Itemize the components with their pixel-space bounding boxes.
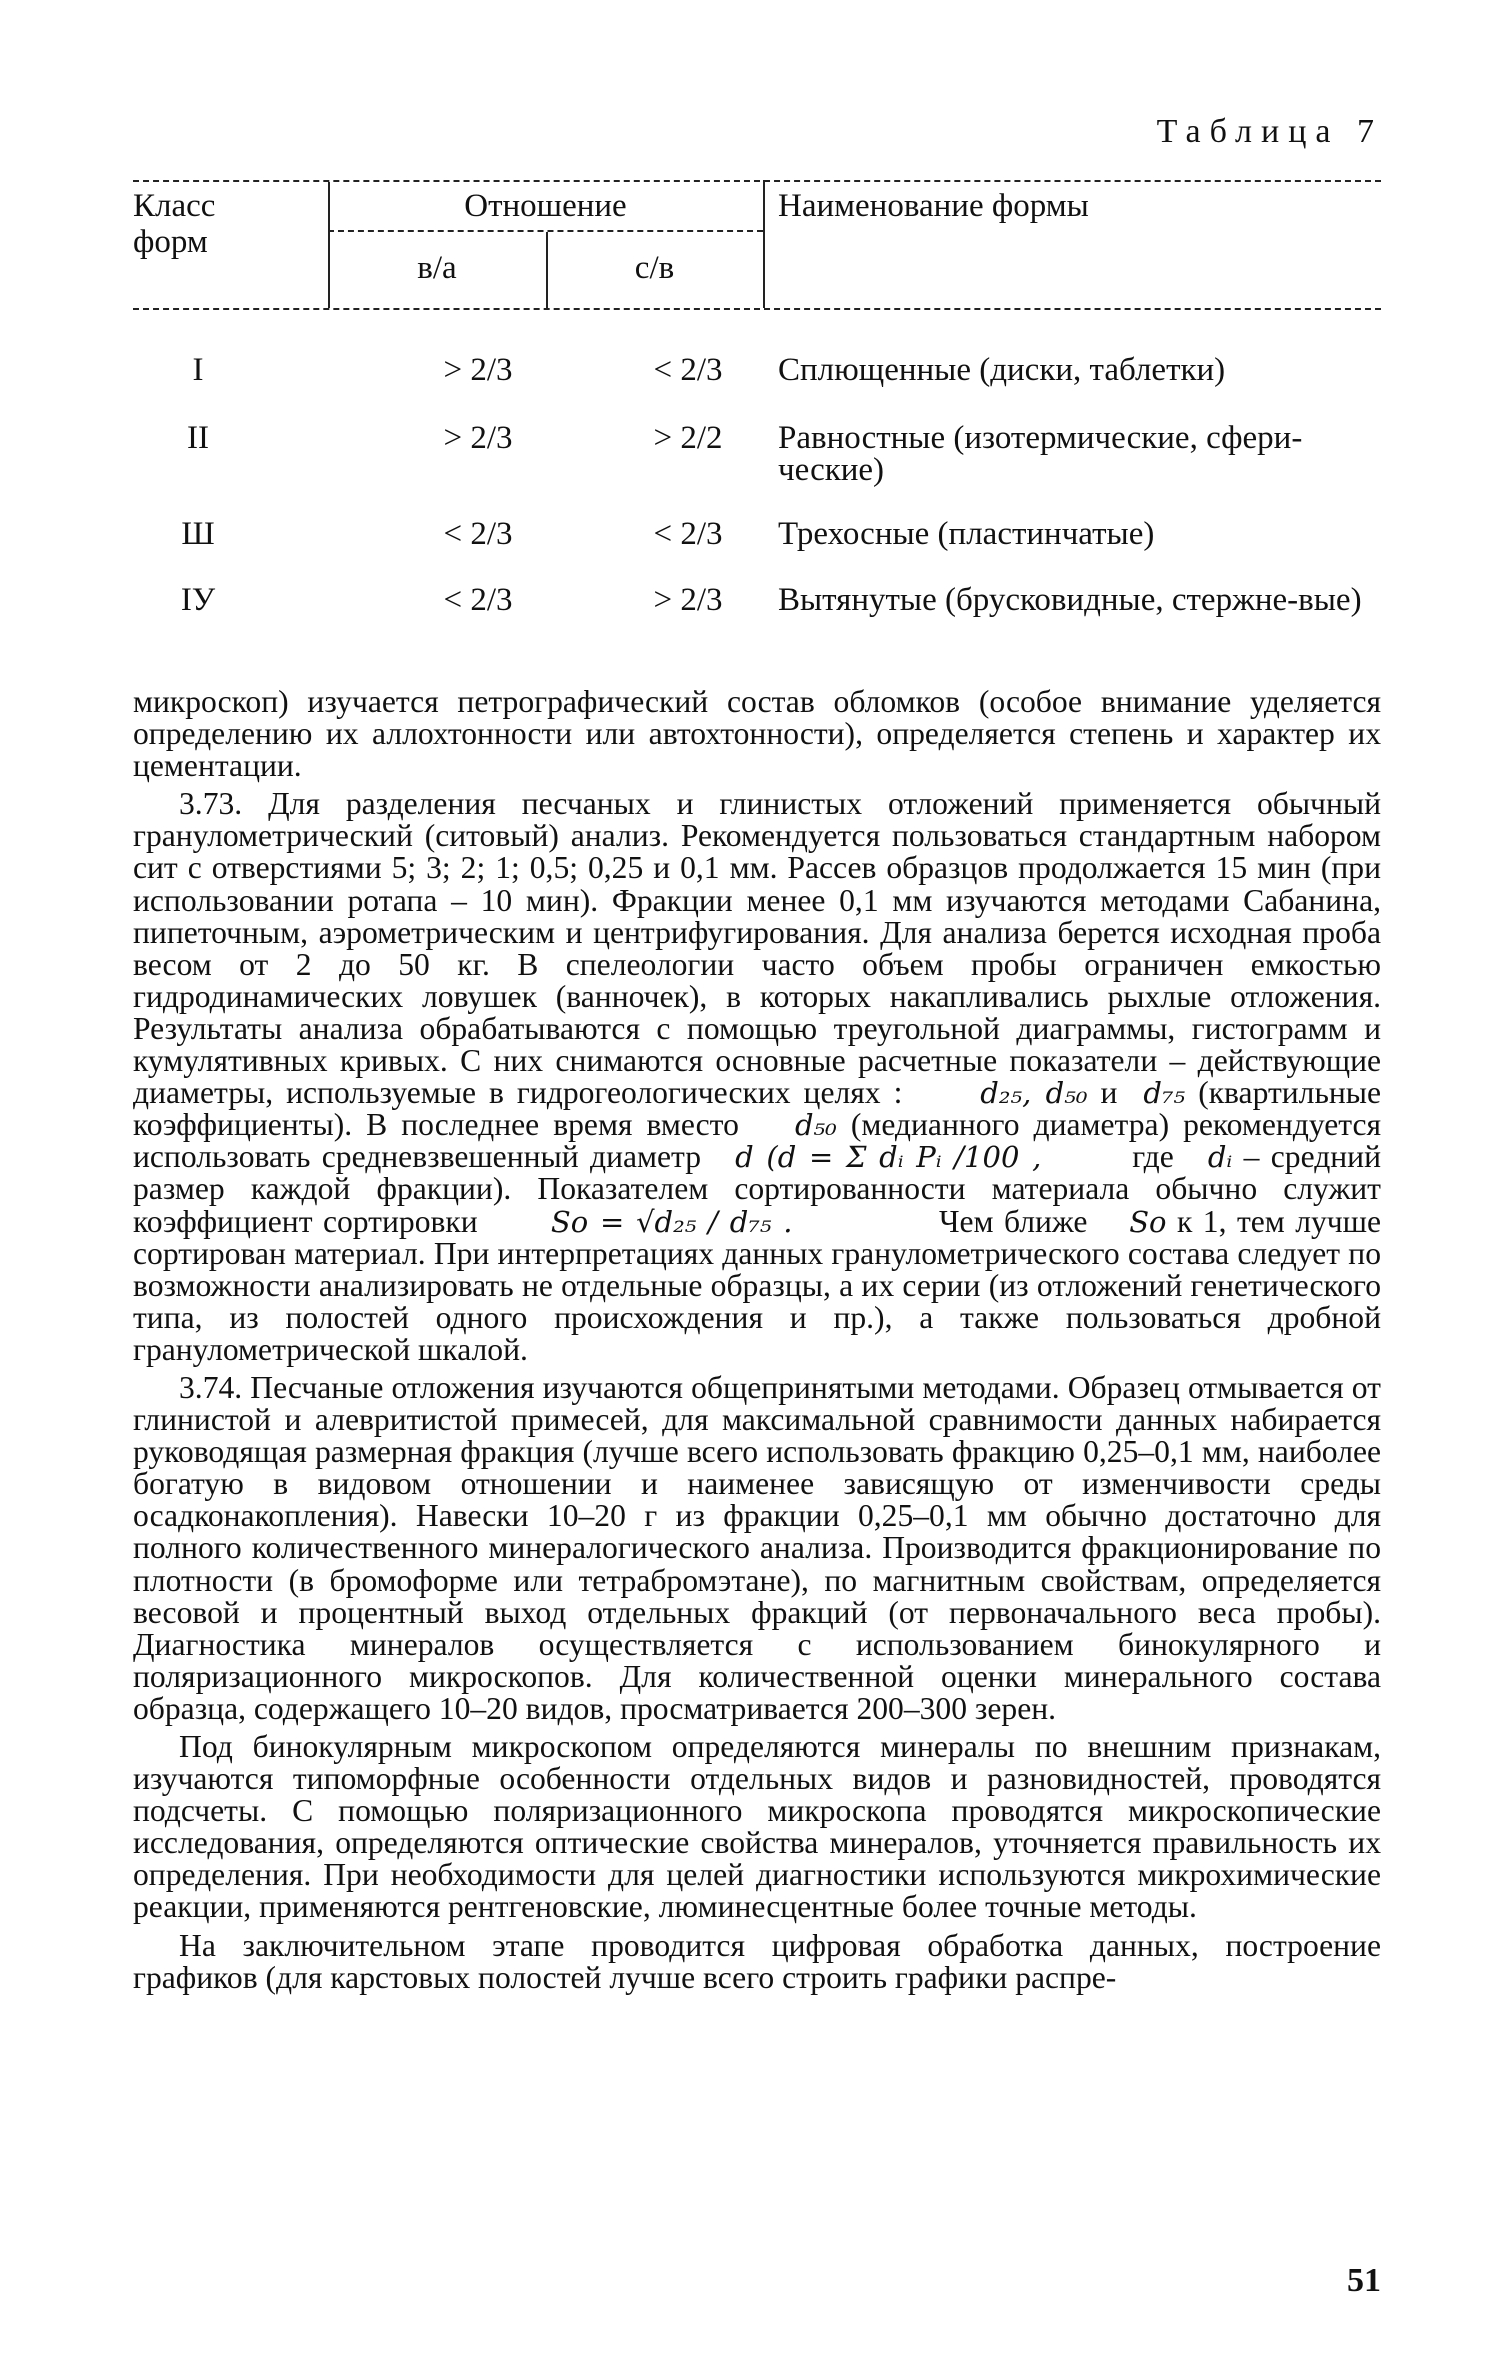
text-run: (квартильные коэффициенты). В последнее время вместо: [133, 1075, 1382, 1143]
table-cell-cb: > 2/2: [653, 420, 723, 456]
header-cb: с/в: [634, 250, 675, 286]
formula-di: dᵢ: [1207, 1140, 1233, 1175]
header-ba: в/а: [417, 250, 457, 286]
table-cell-form-name: Сплющенные (диски, таблетки): [778, 352, 1226, 388]
header-form-name: Наименование формы: [778, 188, 1089, 224]
table-cell-ba: > 2/3: [443, 352, 513, 388]
formula-d25-d50: d₂₅, d₅₀: [980, 1076, 1088, 1111]
paragraph-final-stage: На заключительном этапе проводится цифровая обработка данных, построение графиков (для карстовых полостей лучше всего строить графики распре-: [133, 1927, 1381, 1995]
text-run: 3.73. Для разделения песчаных и глинистых отложений применяется обычный гранулометрический (ситовый) анализ. Рекомендуется пользоваться стандартным набором сит с отверстиями 5; 3; 2; 1; 0,5; 0,25 и 0,1 мм. Рассев образцов продолжается 15 мин (при использовании ротапа – 10 мин). Фракции менее 0,1 мм изучаются методами Сабанина, пипеточным, аэрометрическим и центрифугирования. Для анализа берется исходная проба весом от 2 до 50 кг. В спелеологии часто объем пробы ограничен емкостью гидродинамических ловушек (ванночек), в которых накапливались рыхлые отложения. Результаты анализа обрабатываются с помощью треугольной диаграммы, гистограмм и кумулятивных кривых. С них снимаются основные расчетные показатели – действующие диаметры, используемые в гидрогеологических целях :: [133, 786, 1381, 1111]
table-header-bottom-rule: [133, 308, 1381, 310]
paragraph-3-74: 3.74. Песчаные отложения изучаются общепринятыми методами. Образец отмывается от глинистой и алевритистой примесей, для максимальной сравнимости данных набирается руководящая размерная фракция (лучше всего использовать фракцию 0,25–0,1 мм, наиболее богатую в видовом отношении и наименее зависящую от изменчивости среды осадконакопления). Навески 10–20 г из фракции 0,25–0,1 мм обычно достаточно для полного количественного минералогического анализа. Производится фракционирование по плотности (в бромоформе или тетрабромэтане), по магнитным свойствам, определяется весовой и процентный выход отдельных фракций (от первоначального веса пробы). Диагностика минералов осуществляется с использованием бинокулярного и поляризационного микроскопов. Для количественной оценки минерального состава образца, содержащего 10–20 видов, просматривается 200–300 зерен.: [133, 1369, 1381, 1726]
page-number: 51: [1347, 2262, 1381, 2299]
formula-so: So: [1129, 1204, 1167, 1239]
table-cell-form-name: Вытянутые (брусковидные, стержне-вые): [778, 582, 1362, 618]
table-cell-class: I: [192, 352, 204, 388]
header-class-line2: форм: [133, 224, 208, 260]
table-cell-class: IУ: [180, 582, 216, 618]
text-run: к 1, тем лучше сортирован материал. При интерпретациях данных гранулометрического состава следует по возможности анализировать не отдельные образцы, а их серии (из отложений генетического типа, из полостей одного происхождения и пр.), а также пользоваться дробной гранулометрической шкалой.: [133, 1203, 1382, 1367]
paragraph-binocular: Под бинокулярным микроскопом определяются минералы по внешним признакам, изучаются типоморфные особенности отдельных видов и разновидностей, проводятся подсчеты. С помощью поляризационного микроскопа проводятся микроскопические исследования, определяются оптические свойства минералов, уточняется правильность их определения. При необходимости для целей диагностики используются микрохимические реакции, применяются рентгеновские, люминесцентные более точные методы.: [133, 1729, 1381, 1925]
header-ratio: Отношение: [464, 188, 627, 224]
table-cell-ba: < 2/3: [443, 582, 513, 618]
formula-mean-diameter: d (d = Σ dᵢ Pᵢ /100 ,: [735, 1140, 1042, 1175]
table-cell-class: Ш: [181, 516, 215, 552]
header-class-line1: Класс: [133, 188, 216, 224]
text-run: и: [1100, 1075, 1118, 1111]
text-run: где: [1132, 1139, 1174, 1175]
formula-d50: d₅₀: [794, 1108, 837, 1143]
text-run: (медианного диаметра) рекомендуется использовать средневзвешенный диаметр: [133, 1107, 1382, 1175]
text-run: Чем ближе: [938, 1203, 1088, 1239]
table-top-rule: [133, 180, 1381, 182]
text-run: – средний размер каждой фракции). Показателем сортированности материала обычно служит коэффициент сортировки: [133, 1139, 1381, 1239]
paragraph-microscope: микроскоп) изучается петрографический состав обломков (особое внимание уделяется определению их аллохтонности или автохтонности), определяется степень и характер их цементации.: [133, 684, 1381, 784]
table-cell-cb: < 2/3: [653, 352, 723, 388]
table-caption: Таблица 7: [1156, 113, 1383, 150]
table-cell-ba: < 2/3: [443, 516, 513, 552]
formula-sorting-coefficient: So = √d₂₅ / d₇₅ .: [550, 1204, 793, 1239]
body-text: [133, 686, 1381, 1994]
table-cell-form-name: Равностные (изотермические, сфери-ческие): [778, 420, 1303, 488]
table-cell-cb: < 2/3: [653, 516, 723, 552]
table-col-divider-3: [763, 180, 765, 308]
paragraph-3-73: [133, 788, 1381, 1366]
formula-d75: d₇₅: [1143, 1076, 1186, 1111]
table-cell-cb: > 2/3: [653, 582, 723, 618]
table-cell-class: II: [187, 420, 209, 456]
table-cell-ba: > 2/3: [443, 420, 513, 456]
table-cell-form-name: Трехосные (пластинчатые): [778, 516, 1155, 552]
